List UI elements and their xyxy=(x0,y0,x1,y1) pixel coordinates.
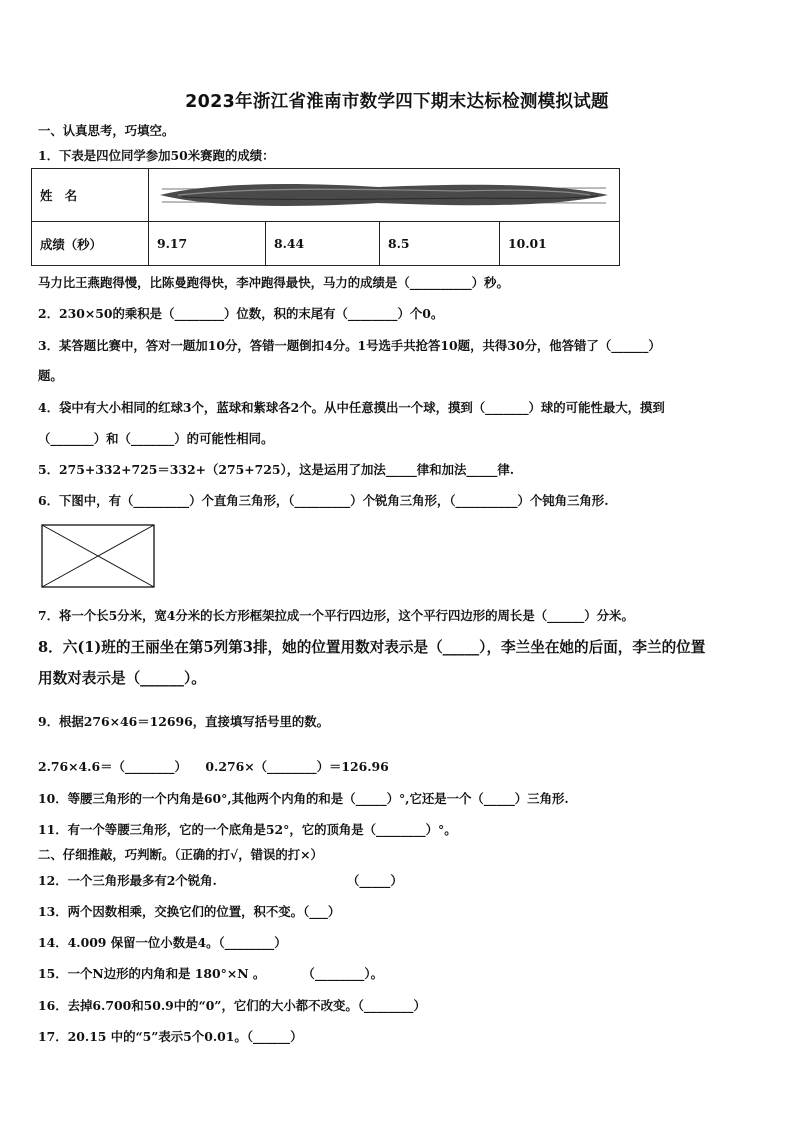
question-14: 14．4.009 保留一位小数是4。（________） xyxy=(38,935,287,950)
question-10: 10．等腰三角形的一个内角是60°,其他两个内角的和是（_____）°,它还是一个（_____）三角形. xyxy=(38,791,569,806)
question-1: 1．下表是四位同学参加50米赛跑的成绩： xyxy=(38,148,275,163)
redacted-names-cell xyxy=(149,169,620,222)
scores-table xyxy=(31,168,620,266)
score-cell: 8.44 xyxy=(266,222,380,266)
question-8-line-2: 用数对表示是（______）。 xyxy=(38,670,206,687)
question-4-line-1: 4．袋中有大小相同的红球3个，蓝球和紫球各2个。从中任意摸出一个球，摸到（_______）球的可能性最大，摸到 xyxy=(38,400,665,415)
question-3-line-1: 3．某答题比赛中，答对一题加10分，答错一题倒扣4分。1号选手共抢答10题，共得30分，他答错了（______） xyxy=(38,338,661,353)
question-9-calculations: 2.76×4.6＝（________） 0.276×（________）＝126.96 xyxy=(38,759,389,774)
question-11: 11．有一个等腰三角形，它的一个底角是52°，它的顶角是（________）°。 xyxy=(38,822,457,837)
question-8-line-1: 8．六(1)班的王丽坐在第5列第3排，她的位置用数对表示是（_____），李兰坐在她的后面，李兰的位置 xyxy=(38,639,706,656)
table-row xyxy=(32,222,620,266)
section-2-heading: 二、仔细推敲，巧判断。（正确的打√，错误的打×） xyxy=(38,847,323,862)
score-cell: 10.01 xyxy=(500,222,620,266)
question-5: 5．275+332+725＝332+（275+725），这是运用了加法_____律和加法_____律. xyxy=(38,462,515,477)
question-17: 17．20.15 中的“5”表示5个0.01。（______） xyxy=(38,1029,303,1044)
score-cell: 8.5 xyxy=(380,222,500,266)
redacted-scribble xyxy=(158,179,610,211)
name-header-cell: 姓 名 xyxy=(32,169,149,222)
question-2: 2．230×50的乘积是（________）位数，积的末尾有（________）个0。 xyxy=(38,306,444,321)
question-15: 15．一个N边形的内角和是 180°×N 。 （________）。 xyxy=(38,966,383,981)
page-title: 2023年浙江省淮南市数学四下期末达标检测模拟试题 xyxy=(185,92,609,112)
question-7: 7．将一个长5分米，宽4分米的长方形框架拉成一个平行四边形，这个平行四边形的周长是（______）分米。 xyxy=(38,608,634,623)
score-cell: 9.17 xyxy=(149,222,266,266)
question-3-line-2: 题。 xyxy=(38,368,63,383)
score-header-cell: 成绩（秒） xyxy=(32,222,149,266)
question-9: 9．根据276×46＝12696，直接填写括号里的数。 xyxy=(38,714,330,729)
question-12: 12．一个三角形最多有2个锐角. （_____） xyxy=(38,873,403,888)
section-1-heading: 一、认真思考，巧填空。 xyxy=(38,123,175,138)
question-13: 13．两个因数相乘，交换它们的位置，积不变。（___） xyxy=(38,904,341,919)
question-16: 16．去掉6.700和50.9中的“0”，它们的大小都不改变。（________） xyxy=(38,998,426,1013)
question-1-line-2: 马力比王燕跑得慢，比陈曼跑得快，李冲跑得最快，马力的成绩是（__________）秒。 xyxy=(38,275,509,290)
question-4-line-2: （_______）和（_______）的可能性相同。 xyxy=(38,431,274,446)
question-6: 6．下图中，有（_________）个直角三角形，（_________）个锐角三角形，（__________）个钝角三角形. xyxy=(38,493,609,508)
table-row xyxy=(32,169,620,222)
rectangle-diagonals-figure xyxy=(41,524,155,588)
